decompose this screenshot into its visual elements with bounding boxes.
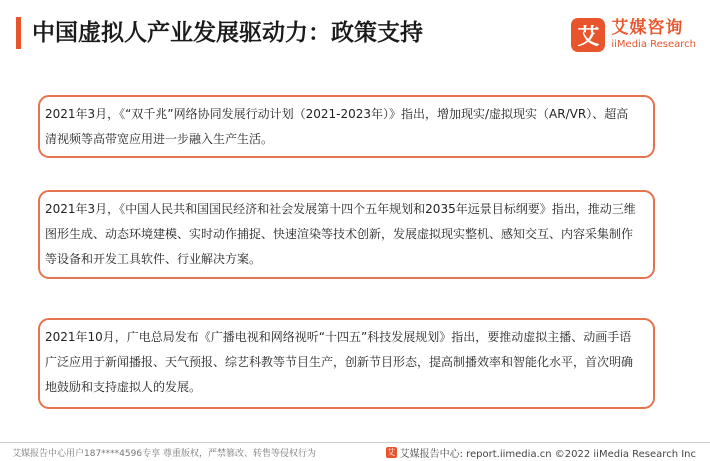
footer-source [386,445,696,460]
policy-card-text: 2021年10月，广电总局发布《广播电视和网络视听“十四五”科技发展规划》指出，要推动虚拟主播、动画手语广泛应用于新闻播报、天气预报、综艺科教等节目生产，创新节目形态，提高制播效率和智能化水平，首次明确地鼓励和支持虚拟人的发展。 [45,330,634,394]
title-accent-bar [16,17,21,49]
footer-source-text: 艾媒报告中心: report.iimedia.cn ©2022 iiMedia Research Inc [399,449,696,460]
iimedia-small-logo-icon: 艾 [387,448,396,457]
policy-card-1 [38,95,655,158]
footer-copyright-notice: 艾媒报告中心用户187****4596专享 尊重版权，严禁篡改、转售等侵权行为 [12,449,316,459]
brand-name: 艾媒咨询 [611,18,684,38]
footer-divider [0,442,710,443]
policy-card-text: 2021年3月，《中国人民共和国国民经济和社会发展第十四个五年规划和2035年远景目标纲要》指出，推动三维图形生成、动态环境建模、实时动作捕捉、快速渲染等技术创新，发展虚拟现实整机、感知交互、内容采集制作等设备和开发工具软件、行业解决方案。 [45,202,636,266]
policy-card-2 [38,190,655,279]
iimedia-logo-icon: 艾 [571,18,605,52]
policy-card-text: 2021年3月，《“双千兆”网络协同发展行动计划（2021-2023年）》指出，增加现实/虚拟现实（AR/VR）、超高清视频等高带宽应用进一步融入生产生活。 [45,107,629,146]
page-title: 中国虚拟人产业发展驱动力：政策支持 [32,20,423,46]
brand-logo-block [571,15,696,55]
brand-subtitle: iiMedia Research [611,39,696,50]
brand-text [611,19,696,51]
policy-card-3 [38,318,655,409]
